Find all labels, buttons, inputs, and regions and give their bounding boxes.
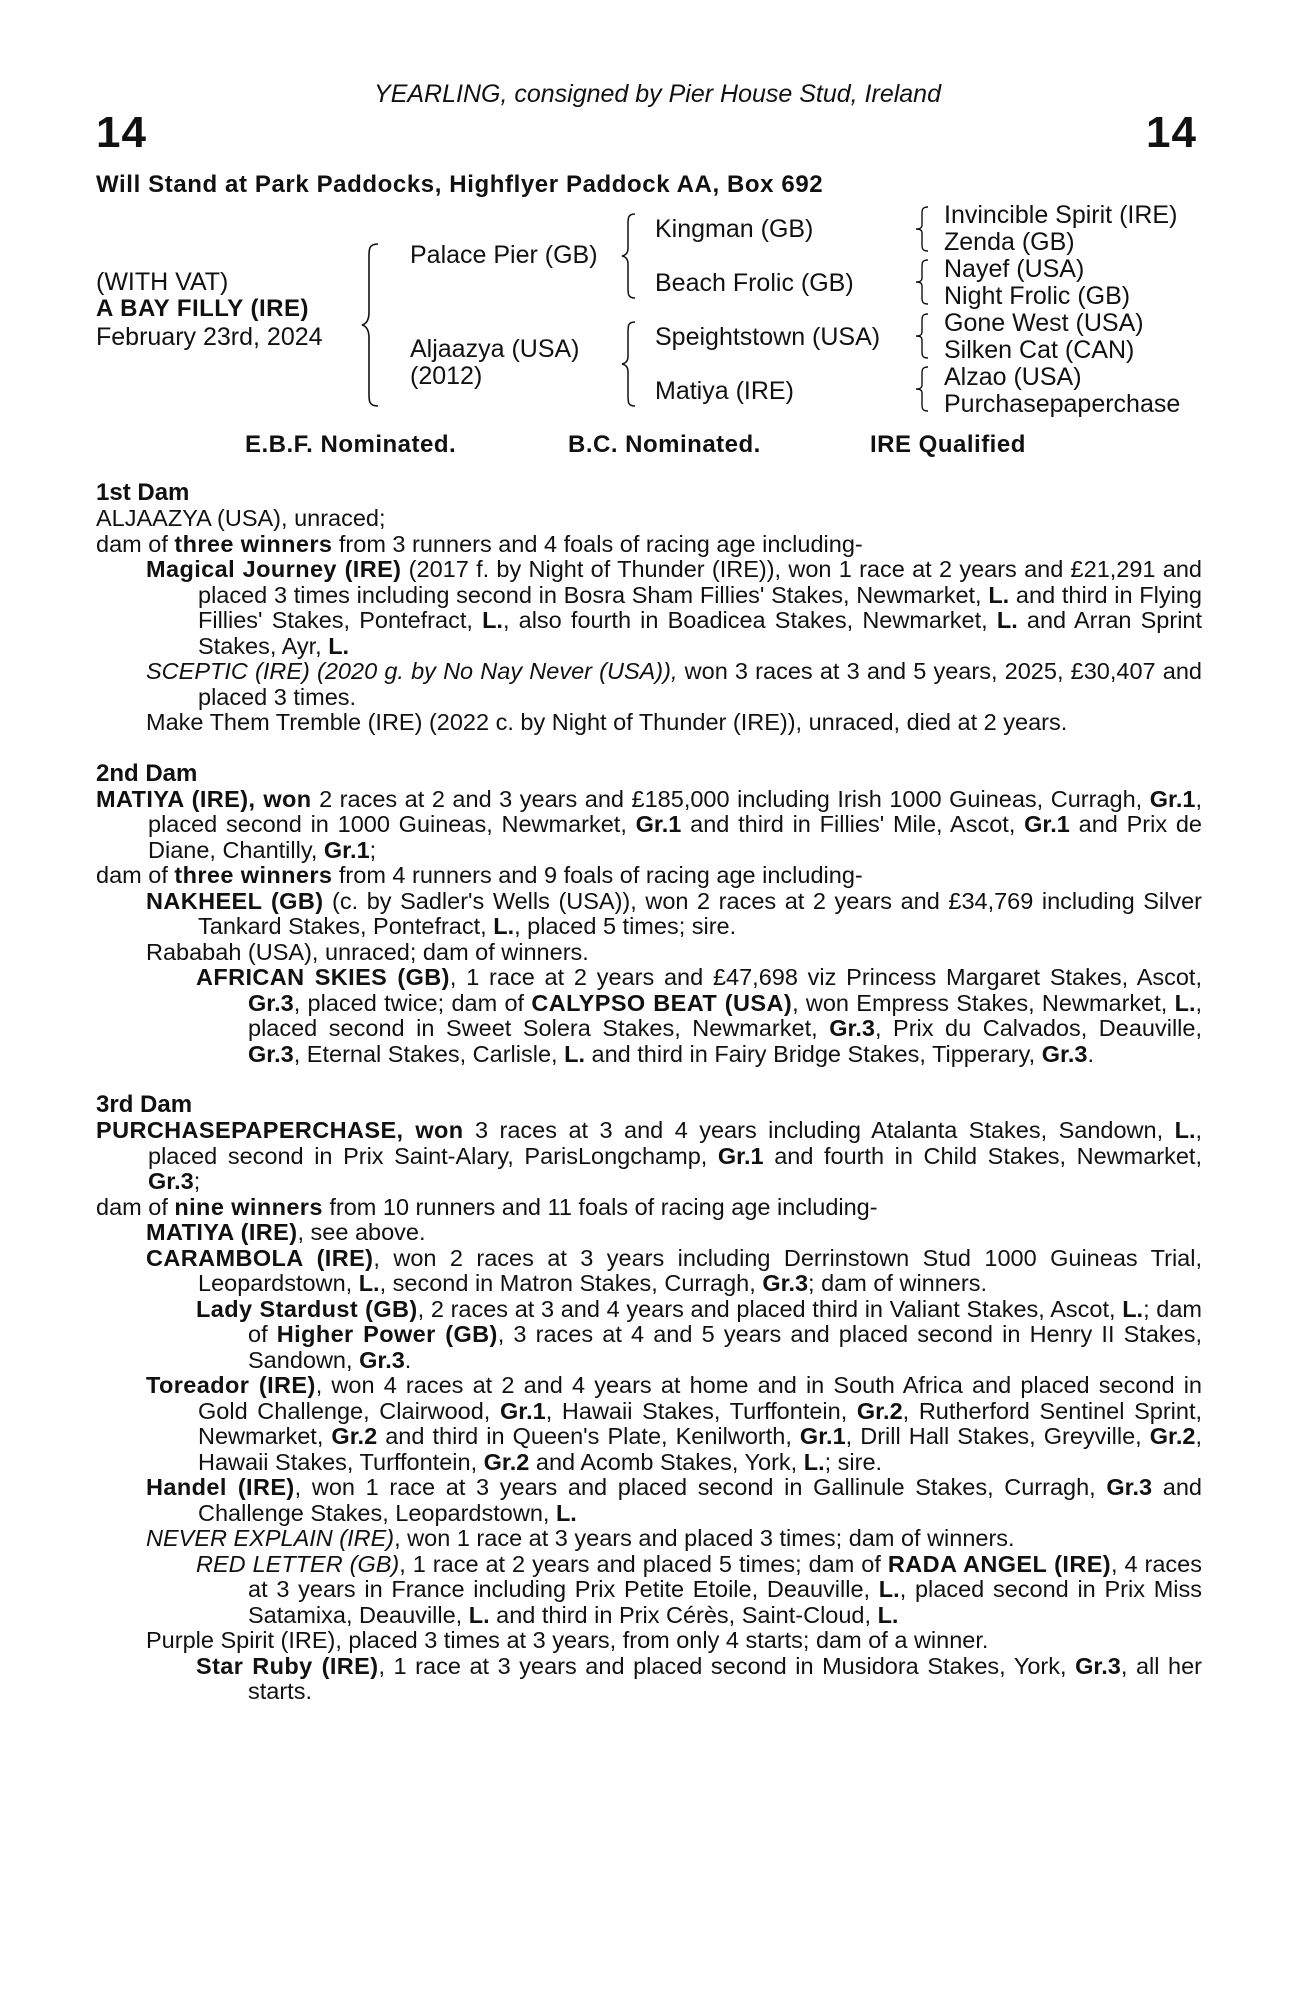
pedigree-brace-dam (620, 318, 640, 410)
bc-nomination: B.C. Nominated. (568, 431, 761, 458)
ire-qualified: IRE Qualified (870, 431, 1026, 458)
second-dam-title: 2nd Dam (96, 759, 198, 787)
produce-african-skies: AFRICAN SKIES (GB), 1 race at 2 years and £47,698 viz Princess Margaret Stakes, Ascot, Gr.3, placed twice; dam of CALYPSO BEAT (USA), won Empress Stakes, Newmarket, L., placed second in Sweet Solera Stakes, Newmarket, Gr.3, Prix du Calvados, Deauville, Gr.3, Eternal Stakes, Carlisle, L. and third in Fairy Bridge Stakes, Tipperary, Gr.3. (196, 964, 1203, 1067)
vat-note: (WITH VAT) (96, 268, 229, 296)
produce-toreador: Toreador (IRE), won 4 races at 2 and 4 years at home and in South Africa and placed second in Gold Challenge, Clairwood, Gr.1, Hawaii Stakes, Turffontein, Gr.2, Rutherford Sentinel Sprint, Newmarket, Gr.2 and third in Queen's Plate, Kenilworth, Gr.1, Drill Hall Stakes, Greyville, Gr.2, Hawaii Stakes, Turffontein, Gr.2 and Acomb Stakes, York, L.; sire. (146, 1372, 1202, 1475)
produce-red-letter: RED LETTER (GB), 1 race at 2 years and placed 5 times; dam of RADA ANGEL (IRE), 4 races at 3 years in France including Prix Petite Etoile, Deauville, L., placed second in Prix Miss Satamixa, Deauville, L. and third in Prix Cérès, Saint-Cloud, L. (196, 1550, 1203, 1628)
grandparent-8: Purchasepaperchase (944, 390, 1181, 418)
grandparent-6: Silken Cat (CAN) (944, 336, 1135, 364)
first-dam-produce-summary: dam of three winners from 3 runners and 4 foals of racing age including- (96, 530, 863, 557)
produce-star-ruby: Star Ruby (IRE), 1 race at 3 years and placed second in Musidora Stakes, York, Gr.3, all her starts. (196, 1652, 1202, 1704)
pedigree-brace-g4 (914, 364, 932, 414)
foaled-date: February 23rd, 2024 (96, 323, 323, 351)
horse-name: A BAY FILLY (IRE) (96, 295, 309, 322)
grandparent-3: Nayef (USA) (944, 255, 1085, 283)
second-dam-produce-summary: dam of three winners from 4 runners and 9 foals of racing age including- (96, 862, 863, 888)
produce-purple-spirit: Purple Spirit (IRE), placed 3 times at 3 years, from only 4 starts; dam of a winner. (146, 1627, 989, 1653)
pedigree-brace-g1 (914, 204, 932, 254)
first-dam-intro: ALJAAZYA (USA), unraced; (96, 505, 386, 531)
sire-sire: Kingman (GB) (655, 215, 814, 243)
third-dam-produce-summary: dam of nine winners from 10 runners and 11 foals of racing age including- (96, 1193, 878, 1220)
pedigree-brace-main (360, 240, 384, 410)
produce-make-them-tremble: Make Them Tremble (IRE) (2022 c. by Night of Thunder (IRE)), unraced, died at 2 years. (146, 709, 1068, 735)
produce-never-explain: NEVER EXPLAIN (IRE), won 1 race at 3 years and placed 3 times; dam of winners. (146, 1525, 1015, 1551)
produce-carambola: CARAMBOLA (IRE), won 2 races at 3 years including Derrinstown Stud 1000 Guineas Trial, Leopardstown, L., second in Matron Stakes, Curragh, Gr.3; dam of winners. (146, 1244, 1202, 1296)
third-dam-title: 3rd Dam (96, 1091, 193, 1118)
first-dam-title: 1st Dam (96, 479, 190, 506)
grandparent-1: Invincible Spirit (IRE) (944, 201, 1178, 229)
grandparent-7: Alzao (USA) (944, 363, 1082, 391)
grandparent-5: Gone West (USA) (944, 309, 1144, 337)
stand-location: Will Stand at Park Paddocks, Highflyer Paddock AA, Box 692 (96, 171, 824, 198)
second-dam-matiya: MATIYA (IRE), won 2 races at 2 and 3 years and £185,000 including Irish 1000 Guineas, Curragh, Gr.1, placed second in 1000 Guineas, Newmarket, Gr.1 and third in Fillies' Mile, Ascot, Gr.1 and Prix de Diane, Chantilly, Gr.1; (96, 785, 1202, 863)
sire: Palace Pier (GB) (410, 241, 598, 269)
grandparent-4: Night Frolic (GB) (944, 282, 1131, 310)
produce-nakheel: NAKHEEL (GB) (c. by Sadler's Wells (USA)), won 2 races at 2 years and £34,769 including Silver Tankard Stakes, Pontefract, L., placed 5 times; sire. (146, 887, 1202, 939)
pedigree-brace-g3 (914, 311, 932, 361)
consignment-line: YEARLING, consigned by Pier House Stud, Ireland (374, 80, 941, 108)
pedigree-brace-sire (620, 210, 640, 302)
dam-dam: Matiya (IRE) (655, 377, 794, 405)
produce-magical-journey: Magical Journey (IRE) (2017 f. by Night of Thunder (IRE)), won 1 race at 2 years and £21,291 and placed 3 times including second in Bosra Sham Fillies' Stakes, Newmarket, L. and third in Flying Fillies' Stakes, Pontefract, L., also fourth in Boadicea Stakes, Newmarket, L. and Arran Sprint Stakes, Ayr, L. (146, 556, 1203, 659)
grandparent-2: Zenda (GB) (944, 228, 1075, 256)
dam: Aljaazya (USA) (410, 335, 580, 363)
pedigree-brace-g2 (914, 257, 932, 307)
dam-year: (2012) (410, 362, 483, 390)
dam-sire: Speightstown (USA) (655, 323, 881, 351)
produce-lady-stardust: Lady Stardust (GB), 2 races at 3 and 4 years and placed third in Valiant Stakes, Ascot, L.; dam of Higher Power (GB), 3 races at 4 and 5 years and placed second in Henry II Stakes, Sandown, Gr.3. (196, 1295, 1202, 1373)
lot-number-left: 14 (96, 108, 147, 157)
catalogue-body (96, 480, 1202, 1705)
third-dam-purchasepaperchase: PURCHASEPAPERCHASE, won 3 races at 3 and 4 years including Atalanta Stakes, Sandown, L., placed second in Prix Saint-Alary, ParisLongchamp, Gr.1 and fourth in Child Stakes, Newmarket, Gr.3; (96, 1117, 1203, 1194)
sire-dam: Beach Frolic (GB) (655, 269, 854, 297)
ebf-nomination: E.B.F. Nominated. (245, 431, 457, 458)
produce-sceptic: SCEPTIC (IRE) (2020 g. by No Nay Never (USA)), won 3 races at 3 and 5 years, 2025, £30,407 and placed 3 times. (146, 658, 1202, 710)
lot-number-right: 14 (1146, 108, 1197, 157)
produce-handel: Handel (IRE), won 1 race at 3 years and placed second in Gallinule Stakes, Curragh, Gr.3 and Challenge Stakes, Leopardstown, L. (146, 1474, 1202, 1526)
produce-rababah: Rababah (USA), unraced; dam of winners. (146, 938, 589, 965)
produce-matiya: MATIYA (IRE), see above. (146, 1219, 426, 1245)
